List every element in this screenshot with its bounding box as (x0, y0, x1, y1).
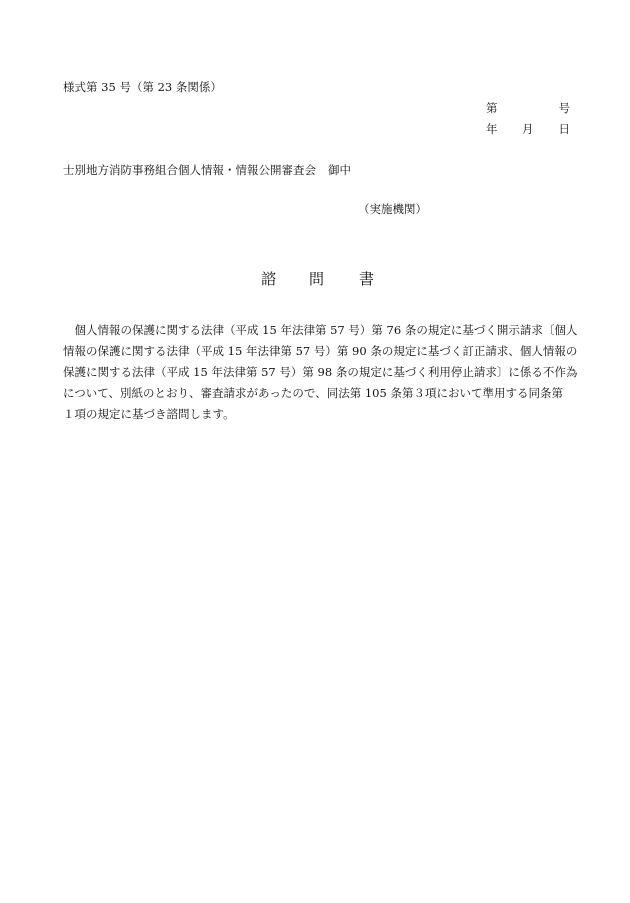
document-number-suffix: 号 (558, 101, 570, 115)
date-day: 日 (558, 122, 570, 136)
addressee-name: 士別地方消防事務組合個人情報・情報公開審査会 (63, 163, 316, 177)
body-text (63, 320, 578, 425)
body-line: 保護に関する法律（平成 15 年法律第 57 号）第 98 条の規定に基づく利用停止請求〕に係る不作為 (63, 365, 578, 379)
date-year: 年 (486, 122, 498, 136)
date-month: 月 (522, 122, 534, 136)
body-line: 情報の保護に関する法律（平成 15 年法律第 57 号）第 90 条の規定に基づく訂正請求、個人情報の (63, 344, 578, 358)
body-line: 個人情報の保護に関する法律（平成 15 年法律第 57 号）第 76 条の規定に基づく開示請求〔個人 (63, 323, 578, 337)
addressee (63, 163, 351, 177)
addressee-honorific: 御中 (328, 163, 351, 177)
document-number-prefix: 第 (486, 101, 498, 115)
body-line: について、別紙のとおり、審査請求があったので、同法第 105 条第３項において準用する同条第 (63, 386, 563, 400)
sender-label: （実施機関） (358, 202, 427, 216)
title-char-1: 諮 (261, 270, 277, 288)
title-char-2: 問 (309, 270, 325, 288)
form-number: 様式第 35 号（第 23 条関係） (63, 80, 222, 94)
title-char-3: 書 (359, 270, 375, 288)
body-line: １項の規定に基づき諮問します。 (63, 407, 235, 421)
